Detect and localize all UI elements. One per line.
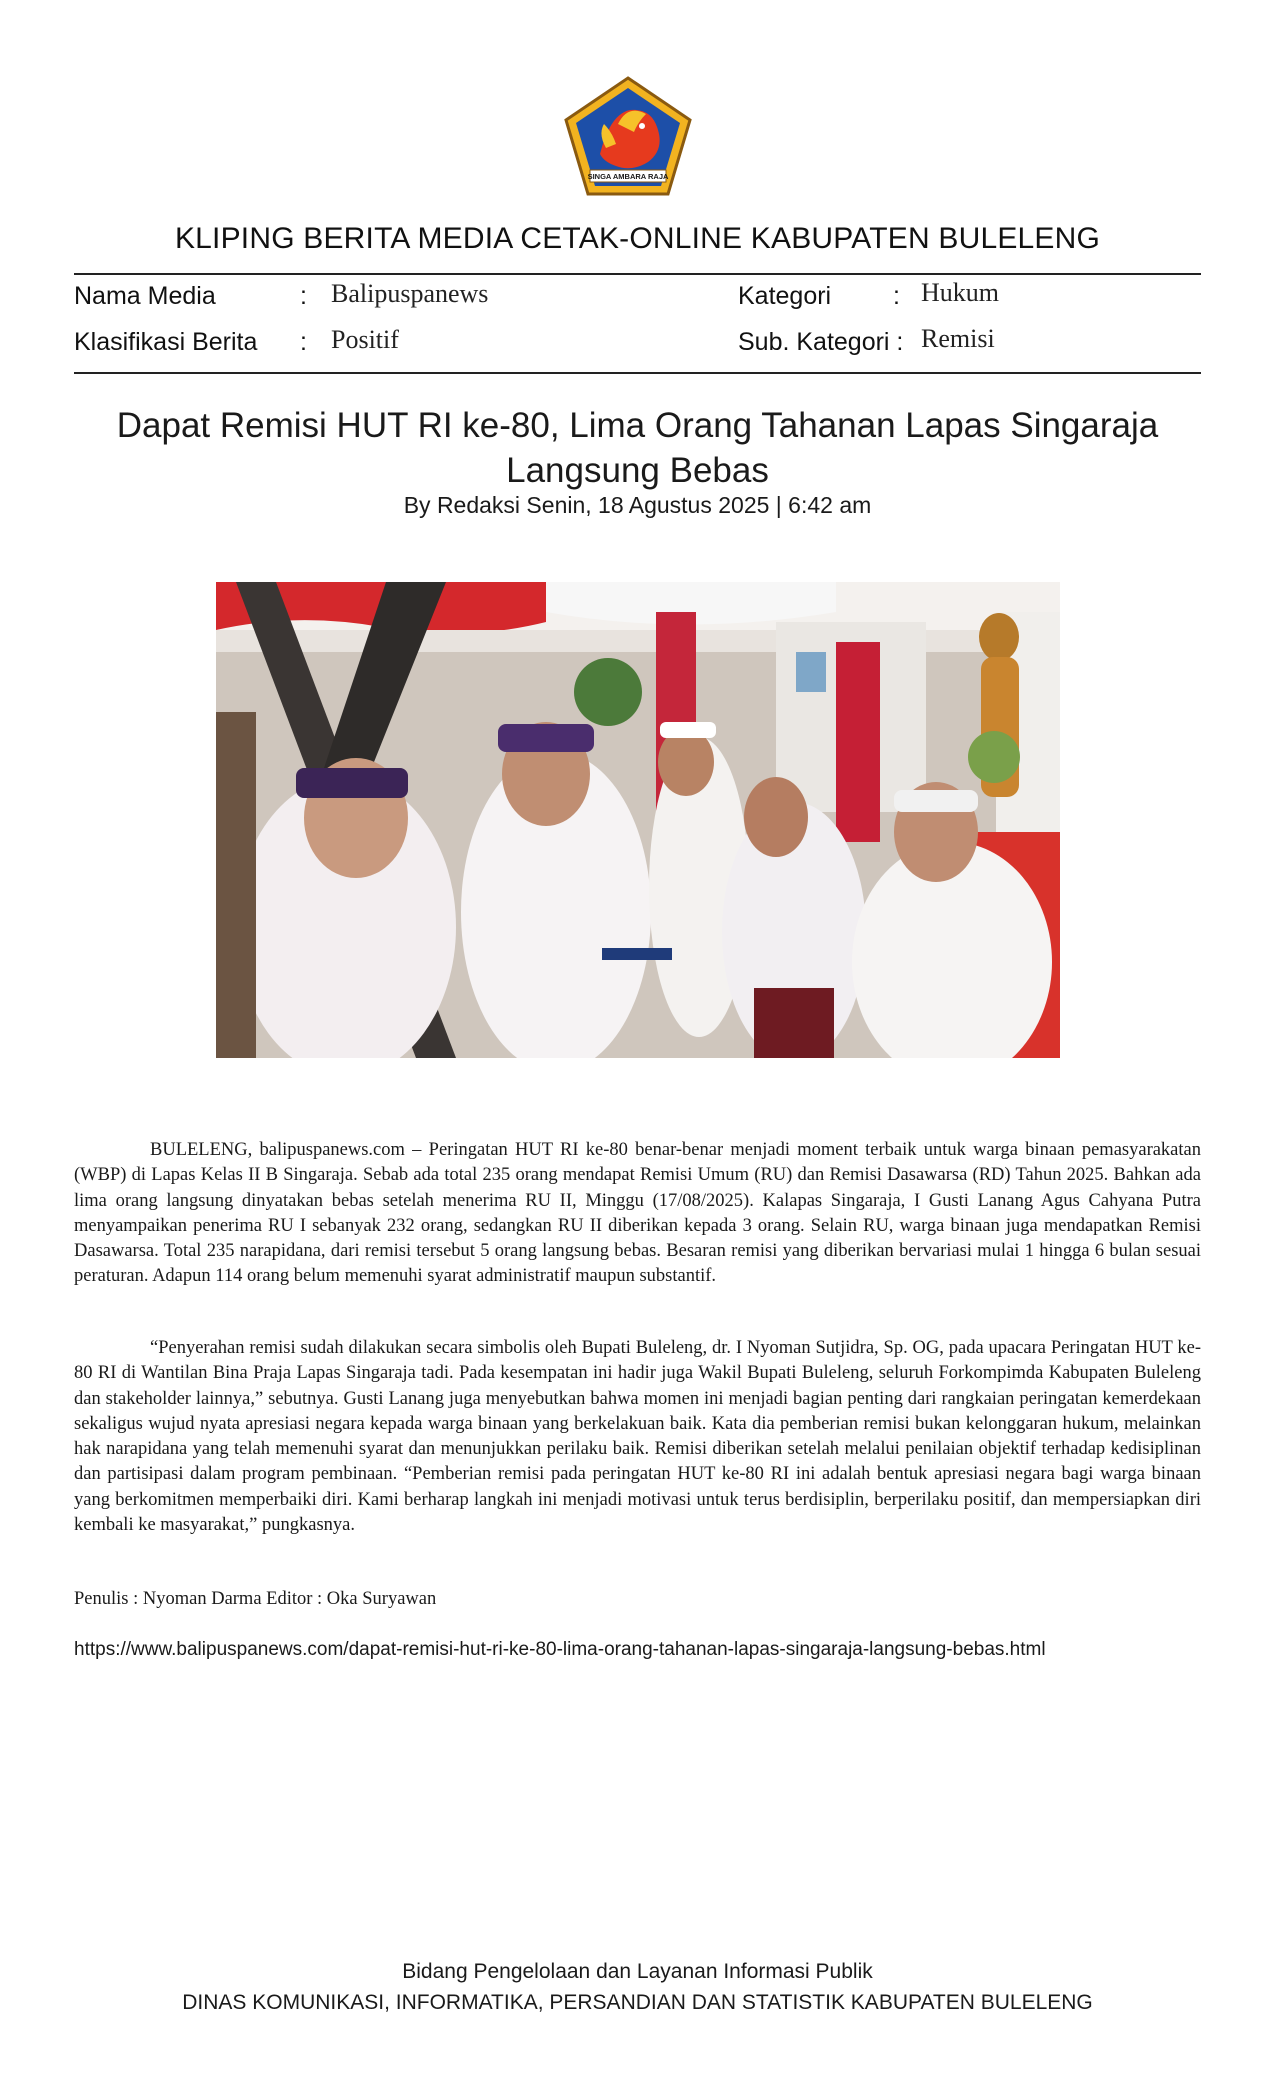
media-colon: : [300, 282, 307, 310]
logo-motto: SINGA AMBARA RAJA [587, 172, 669, 181]
klasifikasi-value: Positif [331, 325, 399, 354]
article-credit: Penulis : Nyoman Darma Editor : Oka Suryawan [74, 1589, 437, 1609]
article-photo [216, 582, 1060, 1058]
headline-line-2: Langsung Bebas [506, 451, 769, 490]
kategori-label: Kategori [738, 282, 832, 310]
article-headline [74, 403, 1201, 493]
footer-agency: DINAS KOMUNIKASI, INFORMATIKA, PERSANDIAN DAN STATISTIK KABUPATEN BULELENG [182, 1991, 1093, 2014]
media-value: Balipuspanews [331, 279, 489, 308]
buleleng-emblem-logo [560, 74, 696, 200]
article-paragraph-1: BULELENG, balipuspanews.com – Peringatan HUT RI ke-80 benar-benar menjadi moment terbaik untuk warga binaan pemasyarakatan (WBP) di Lapas Kelas II B Singaraja. Sebab ada total 235 orang mendapat Remisi Umum (RU) dan Remisi Dasawarsa (RD) Tahun 2025. Bahkan ada lima orang langsung dinyatakan bebas setelah menerima RU II, Minggu (17/08/2025). Kalapas Singaraja, I Gusti Lanang Agus Cahyana Putra menyampaikan penerima RU I sebanyak 232 orang, sedangkan RU II diberikan kepada 3 orang. Selain RU, warga binaan juga mendapatkan Remisi Dasawarsa. Total 235 narapidana, dari remisi tersebut 5 orang langsung bebas. Besaran remisi yang diberikan bervariasi mulai 1 hingga 6 bulan sesuai peraturan. Adapun 114 orang belum memenuhi syarat administratif maupun substantif. [74, 1140, 1201, 1287]
klasifikasi-colon: : [300, 328, 307, 356]
media-label: Nama Media [74, 282, 216, 310]
header-rule-top [74, 273, 1201, 275]
clipping-title: KLIPING BERITA MEDIA CETAK-ONLINE KABUPATEN BULELENG [174, 222, 1101, 255]
article-byline: By Redaksi Senin, 18 Agustus 2025 | 6:42 am [403, 492, 872, 518]
subkategori-value: Remisi [921, 324, 995, 353]
header-rule-bottom [74, 372, 1201, 374]
source-url[interactable]: https://www.balipuspanews.com/dapat-remisi-hut-ri-ke-80-lima-orang-tahanan-lapas-singaraja-langsung-bebas.html [74, 1639, 1046, 1660]
headline-line-1: Dapat Remisi HUT RI ke-80, Lima Orang Tahanan Lapas Singaraja [116, 406, 1159, 445]
kategori-value: Hukum [921, 278, 999, 307]
kategori-colon: : [893, 282, 900, 310]
subkategori-label: Sub. Kategori : [738, 328, 904, 356]
article-paragraph-2: “Penyerahan remisi sudah dilakukan secara simbolis oleh Bupati Buleleng, dr. I Nyoman Sutjidra, Sp. OG, pada upacara Peringatan HUT ke-80 RI di Wantilan Bina Praja Lapas Singaraja tadi. Pada kesempatan ini hadir juga Wakil Bupati Buleleng, seluruh Forkompimda Kabupaten Buleleng dan stakeholder lainnya,” sebutnya. Gusti Lanang juga menyebutkan bahwa momen ini menjadi bagian penting dari rangkaian peringatan kemerdekaan sekaligus wujud nyata apresiasi negara kepada warga binaan yang berkelakuan baik. Kata dia pemberian remisi bukan kelonggaran hukum, melainkan hak narapidana yang telah memenuhi syarat dan menunjukkan perilaku baik. Remisi diberikan setelah melalui penilaian objektif terhadap kedisiplinan dan partisipasi dalam program pembinaan. “Pemberian remisi pada peringatan HUT ke-80 RI ini adalah bentuk apresiasi negara bagi warga binaan yang berkomitmen memperbaiki diri. Kami berharap langkah ini menjadi motivasi untuk terus berdisiplin, berperilaku positif, dan mempersiapkan diri kembali ke masyarakat,” pungkasnya. [74, 1338, 1201, 1536]
footer-department: Bidang Pengelolaan dan Layanan Informasi Publik [402, 1960, 873, 1983]
klasifikasi-label: Klasifikasi Berita [74, 328, 258, 356]
